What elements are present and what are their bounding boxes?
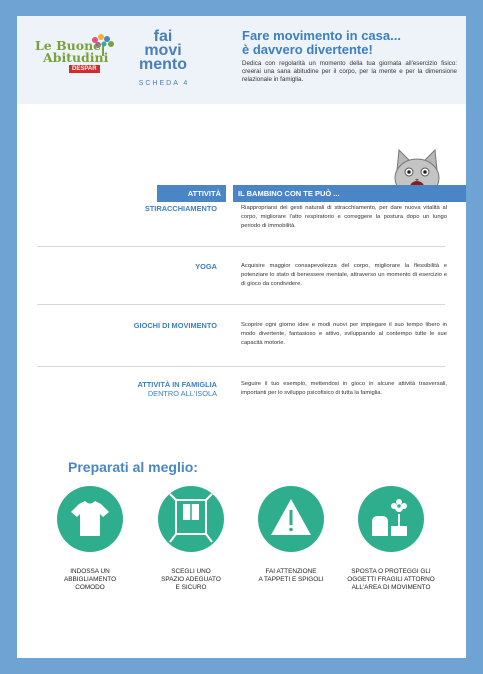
fai-line-3: mento <box>139 56 187 73</box>
tip-line: SCEGLI UNO <box>171 568 211 575</box>
activity-label-sub: DENTRO ALL'ISOLA <box>147 389 217 398</box>
activity-description: Seguire il tuo esempio, mettendosi in gioco in alcune attività trasversali, importanti per lo sviluppo psicofisico di tutta la famiglia. <box>241 381 447 396</box>
activity-label: GIOCHI DI MOVIMENTO <box>133 321 217 330</box>
tip-line: OGGETTI FRAGILI ATTORNO <box>347 576 435 583</box>
vase-circle <box>358 486 424 552</box>
column-header-activity: ATTIVITÀ <box>157 185 226 202</box>
tip-caption <box>141 568 241 592</box>
tip-line: A TAPPETI E SPIGOLI <box>258 576 324 583</box>
room-icon <box>158 486 224 552</box>
activity-label: YOGA <box>195 262 217 271</box>
tip-caption <box>341 568 441 592</box>
tip-line: E SICURO <box>175 584 207 591</box>
tshirt-icon <box>57 486 123 552</box>
tshirt-circle <box>57 486 123 552</box>
warning-circle <box>258 486 324 552</box>
buone-abitudini-logo <box>35 40 117 90</box>
activity-description: Riappropriarsi dei gesti naturali di stiracchiamento, per dare nuova vitalità al corpo, migliorare l'atto respiratorio e correggere la postura dopo un lungo periodo di immobilità. <box>241 205 447 229</box>
page-description: Dedica con regolarità un momento della tua giornata all'esercizio fisico: creerai una sana abitudine per il corpo, per la mente e per la dimensione relazionale in famiglia. <box>242 60 457 83</box>
row-divider <box>37 366 445 367</box>
fai-line-2: movi <box>144 42 182 59</box>
activity-description: Scoprire ogni giorno idee e modi nuovi per impiegare il suo tempo libero in modo divertente, fantasioso e attivo, sviluppando al contempo tutte le sue capacità motorie. <box>241 322 447 346</box>
tip-line: COMODO <box>75 584 105 591</box>
header <box>17 16 466 104</box>
tip-line: ALL'AREA DI MOVIMENTO <box>351 584 431 591</box>
logo-line-2: Abitudini <box>43 50 109 65</box>
fai-line-1: fai <box>153 28 173 45</box>
despar-badge: DESPAR <box>69 65 100 73</box>
title-line-1: Fare movimento in casa... <box>242 28 401 43</box>
vase-icon <box>358 486 424 552</box>
fai-movimento-logo <box>129 30 197 72</box>
scheda-label: SCHEDA 4 <box>138 80 190 87</box>
warning-icon <box>258 486 324 552</box>
tip-caption <box>40 568 140 592</box>
activity-label: STIRACCHIAMENTO <box>144 204 217 213</box>
row-divider <box>37 304 445 305</box>
sheet <box>17 16 466 658</box>
logo-wordmark <box>35 40 108 64</box>
activity-description: Acquisire maggior consapevolezza del corpo, migliorare la flessibilità e potenziare lo stato di benessere mentale, attraverso un momento di esercizio e di gioco da condividere. <box>241 263 447 287</box>
room-circle <box>158 486 224 552</box>
row-divider <box>37 246 445 247</box>
tip-caption <box>241 568 341 584</box>
activity-label <box>37 380 217 398</box>
page-title <box>242 29 401 57</box>
prepare-title: Preparati al meglio: <box>68 459 198 475</box>
logo-line-1: Le Buone <box>35 38 102 53</box>
activity-label-main: ATTIVITÀ IN FAMIGLIA <box>137 380 217 389</box>
tip-line: INDOSSA UN <box>70 568 110 575</box>
tip-line: SPOSTA O PROTEGGI GLI <box>351 568 431 575</box>
title-line-2: è davvero divertente! <box>242 42 373 57</box>
tip-line: SPAZIO ADEGUATO <box>161 576 221 583</box>
tip-line: FAI ATTENZIONE <box>265 568 317 575</box>
column-header-child: IL BAMBINO CON TE PUÒ ... <box>233 185 466 202</box>
tip-line: ABBIGLIAMENTO <box>63 576 117 583</box>
